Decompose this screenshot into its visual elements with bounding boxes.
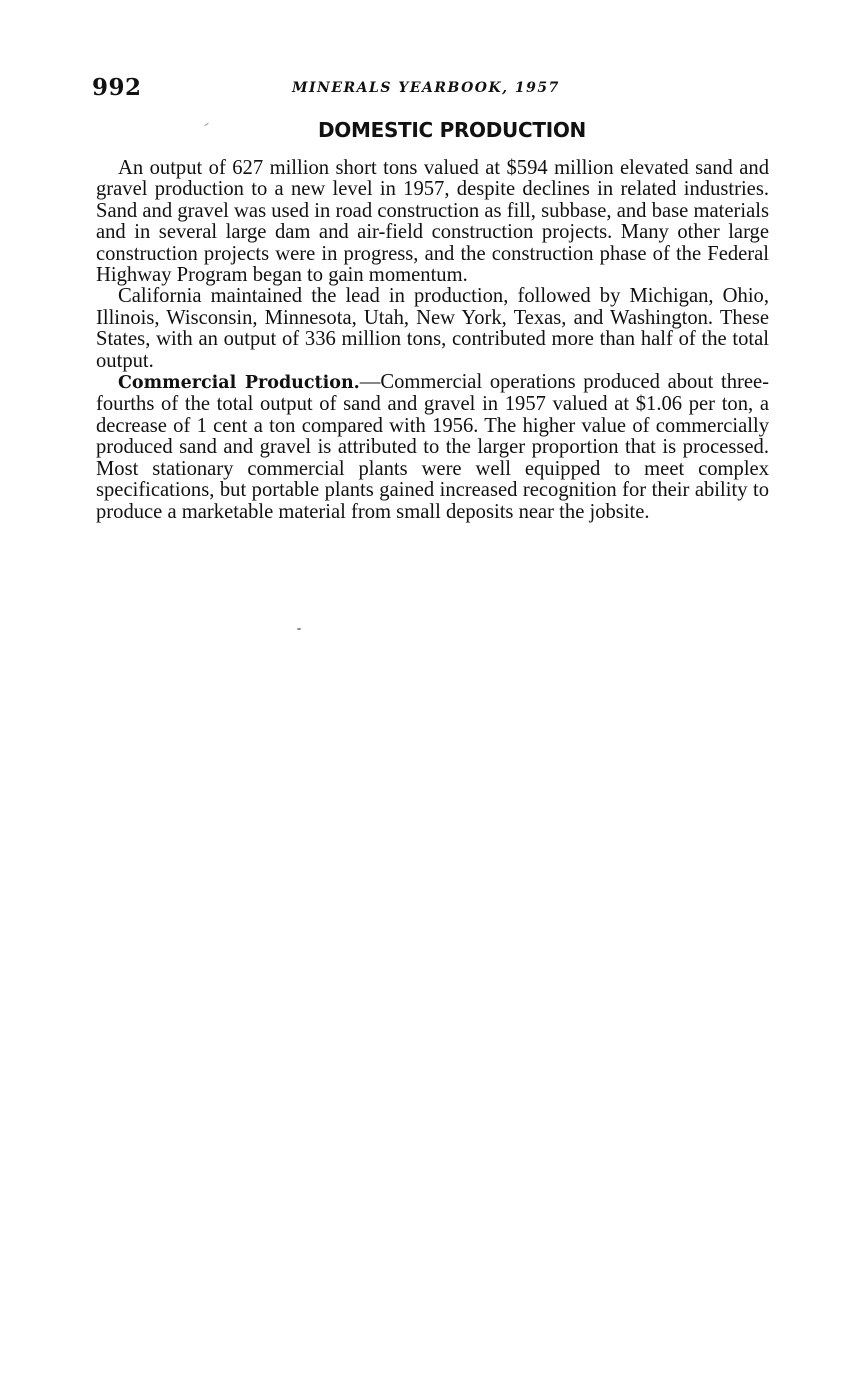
paragraph-output: An output of 627 million short tons valued at $594 million elevated sand and gravel production to a new level in 1957, despite declines in related industries. Sand and gravel was used in road construction as fill, subbase, and base materials and in several large dam and air-field construction projects. Many other large construction projects were in progress, and the construction phase of the Federal Highway Program began to gain momentum. xyxy=(96,157,769,287)
paragraph-commercial xyxy=(96,372,769,523)
paragraph-states: California maintained the lead in production, followed by Michigan, Ohio, Illinois, Wisconsin, Minnesota, Utah, New York, Texas, and Washington. These States, with an output of 336 million tons, contributed more than half of the total output. xyxy=(96,285,769,372)
paragraph-commercial-text: —Commercial operations produced about three-fourths of the total output of sand and gravel in 1957 valued at $1.06 per ton, a decrease of 1 cent a ton compared with 1956. The higher value of commercially produced sand and gravel is attributed to the larger proportion that is processed. Most stationary commercial plants were well equipped to meet complex specifications, but portable plants gained increased recognition for their ability to produce a marketable material from small deposits near the jobsite. xyxy=(96,371,769,523)
section-heading: DOMESTIC PRODUCTION xyxy=(317,118,586,142)
run-in-heading: Commercial Production. xyxy=(118,373,360,394)
scan-speck xyxy=(297,628,301,630)
body-text xyxy=(96,158,769,523)
running-header xyxy=(92,74,770,104)
running-title: MINERALS YEARBOOK, 1957 xyxy=(292,80,560,96)
page-number: 992 xyxy=(92,74,142,101)
